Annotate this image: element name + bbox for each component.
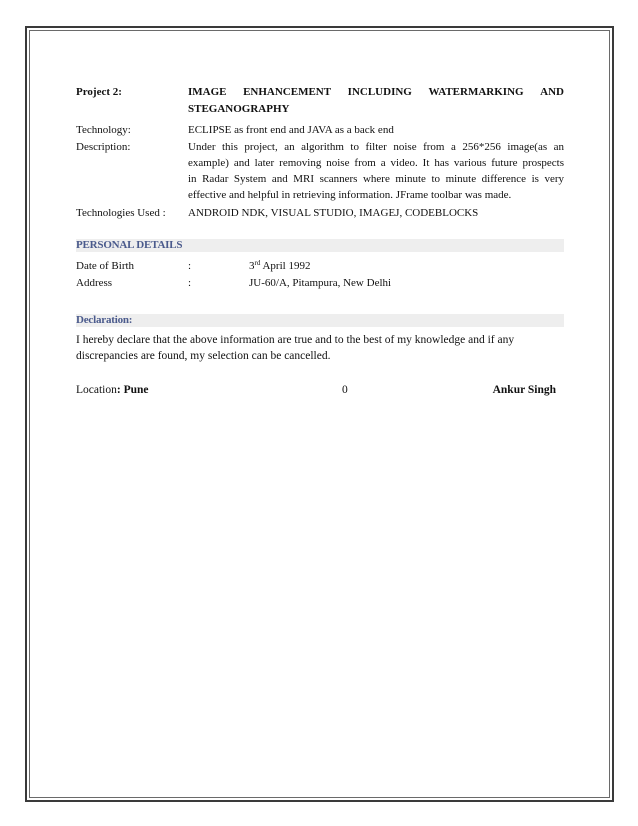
technology-label: Technology: bbox=[76, 124, 131, 136]
description-value bbox=[188, 139, 564, 203]
description-row bbox=[76, 139, 564, 203]
project-title-word: INCLUDING bbox=[347, 86, 412, 98]
project-row bbox=[76, 84, 564, 118]
location-label: Location bbox=[76, 384, 117, 396]
declaration-line: discrepancies are found, my selection can be cancelled. bbox=[76, 350, 331, 362]
technologies-used-value: ANDROID NDK, VISUAL STUDIO, IMAGEJ, CODEBLOCKS bbox=[188, 207, 479, 219]
technologies-used-label: Technologies Used : bbox=[76, 207, 166, 219]
signatory-name: Ankur Singh bbox=[492, 384, 556, 396]
declaration-line: I hereby declare that the above information are true and to the best of my knowledge and if any bbox=[76, 334, 515, 346]
declaration-heading: Declaration: bbox=[76, 314, 564, 327]
technologies-used-row bbox=[76, 205, 564, 222]
technology-value: ECLIPSE as front end and JAVA as a back end bbox=[188, 124, 394, 136]
project-title-word: AND bbox=[540, 86, 564, 98]
dob-value bbox=[249, 258, 564, 275]
dob-day: 3 bbox=[249, 260, 255, 272]
project-label: Project 2: bbox=[76, 86, 122, 98]
address-colon: : bbox=[188, 277, 192, 289]
declaration-text bbox=[76, 332, 564, 364]
project-title bbox=[188, 84, 564, 118]
description-label: Description: bbox=[76, 141, 131, 153]
address-label: Address bbox=[76, 277, 113, 289]
project-title-word: IMAGE bbox=[188, 86, 227, 98]
resume-content bbox=[76, 84, 564, 364]
dob-rest: April 1992 bbox=[260, 260, 311, 272]
dob-colon: : bbox=[188, 260, 192, 272]
project-title-word: ENHANCEMENT bbox=[243, 86, 332, 98]
address-value: JU-60/A, Pitampura, New Delhi bbox=[249, 277, 392, 289]
address-row bbox=[76, 275, 564, 292]
personal-details-heading: PERSONAL DETAILS bbox=[76, 239, 564, 252]
description-line: effective and helpful in retrieving information. JFrame toolbar was made. bbox=[188, 189, 512, 201]
location-value: : Pune bbox=[116, 384, 149, 396]
project-title-line2: STEGANOGRAPHY bbox=[188, 103, 290, 115]
dob-suffix: rd bbox=[254, 259, 261, 267]
project-title-word: WATERMARKING bbox=[428, 86, 524, 98]
description-line: Under this project, an algorithm to filter noise from a 256*256 image(as an bbox=[188, 141, 564, 153]
dob-label: Date of Birth bbox=[76, 260, 135, 272]
location bbox=[76, 382, 149, 398]
technology-row bbox=[76, 122, 564, 139]
footer-middle-value: 0 bbox=[342, 384, 348, 396]
description-line: example) and later removing noise from a video. It has various future prospects bbox=[188, 157, 564, 169]
description-line: in Radar System and MRI scanners where minute to minute difference is very bbox=[188, 173, 564, 185]
dob-row bbox=[76, 258, 564, 275]
project-title-line1 bbox=[188, 84, 564, 101]
